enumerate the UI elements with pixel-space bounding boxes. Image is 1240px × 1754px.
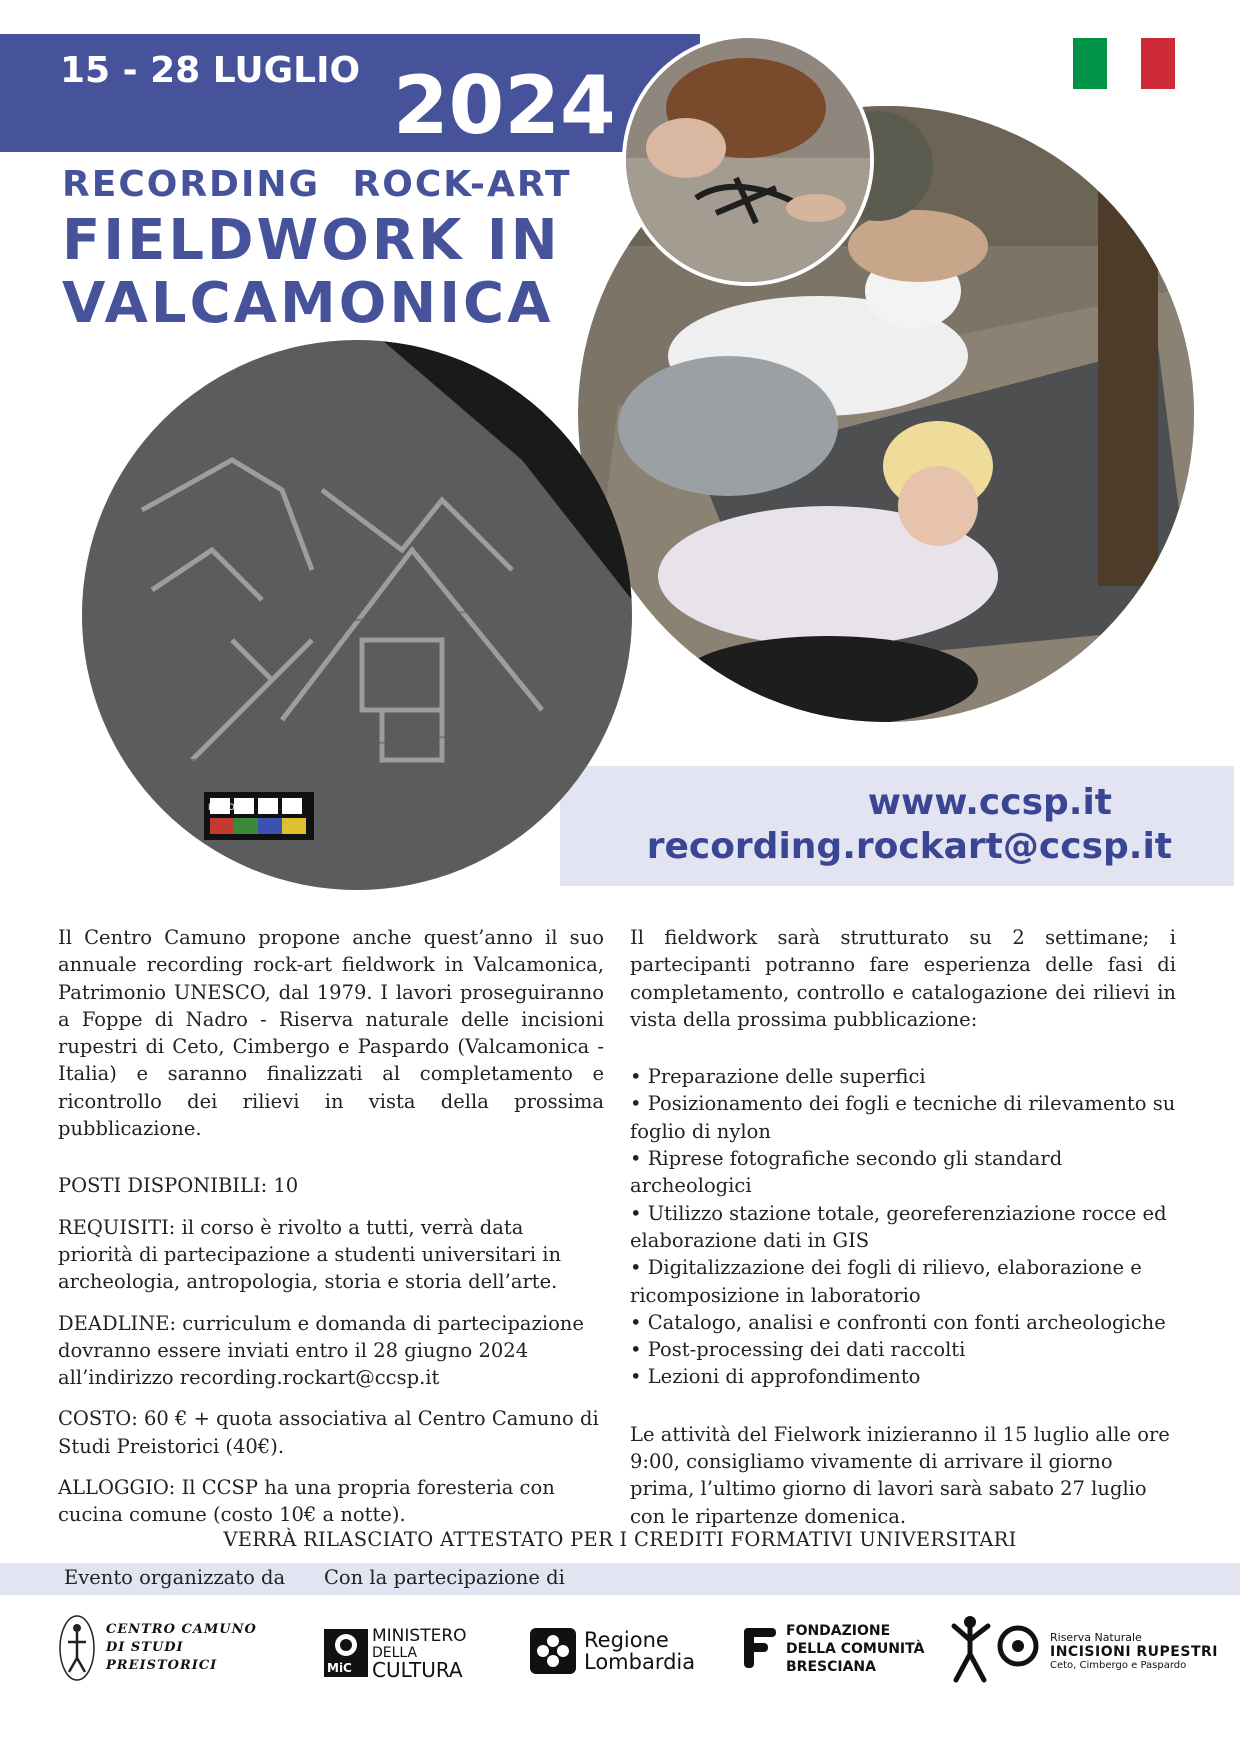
- list-item: • Utilizzo stazione totale, georeferenziazione rocce ed elaborazione dati in GIS: [630, 1200, 1176, 1255]
- regione-lombardia-logo: [530, 1628, 695, 1674]
- mic-badge: MiC: [327, 1661, 352, 1675]
- activity-list: [630, 1063, 1176, 1391]
- lombardia-line2: Lombardia: [584, 1650, 696, 1674]
- schedule-paragraph: Le attività del Fielwork inizieranno il 15 luglio alle ore 9:00, consigliamo vivamente di arrivare il giorno prima, l’ultimo giorno di lavori sarà sabato 27 luglio con le ripartenze domenica.: [630, 1422, 1170, 1528]
- intro-paragraph: Il Centro Camuno propone anche quest’anno il suo annuale recording rock-art fieldwork in Valcamonica, Patrimonio UNESCO, dal 1979. I lavori proseguiranno a Foppe di Nadro - Riserva naturale delle incisioni rupestri di Ceto, Cimbergo e Paspardo (Valcamonica - Italia) e saranno finalizzati al completamento e ricontrollo dei rilievi in vista della prossima pubblicazione.: [58, 926, 604, 1141]
- posti-disponibili: POSTI DISPONIBILI: 10: [58, 1174, 299, 1198]
- fondazione-bresciana-logo: [742, 1622, 924, 1676]
- list-item: • Preparazione delle superfici: [630, 1063, 1176, 1090]
- lombardia-rose-icon: [530, 1628, 576, 1674]
- participation-label: Con la partecipazione di: [324, 1566, 565, 1589]
- mic-emblem-icon: [324, 1629, 368, 1677]
- riserva-incisioni-logo: [948, 1614, 1218, 1688]
- contact-block: [647, 781, 1172, 869]
- scale-bar-label: IFRAO: [208, 803, 235, 813]
- page-title-line2: VALCAMONICA: [62, 271, 554, 336]
- alloggio: ALLOGGIO: Il CCSP ha una propria foresteria con cucina comune (costo 10€ a notte).: [58, 1476, 555, 1527]
- organized-by-label: Evento organizzato da: [64, 1566, 286, 1589]
- ccsp-name-line3: PREISTORICI: [106, 1658, 218, 1673]
- list-item: • Lezioni di approfondimento: [630, 1363, 1176, 1390]
- italian-flag-icon: [1073, 38, 1175, 89]
- costo: COSTO: 60 € + quota associativa al Centro Camuno di Studi Preistorici (40€).: [58, 1407, 599, 1458]
- right-column: [630, 924, 1176, 1530]
- rock-art-figure-icon: [948, 1614, 1042, 1688]
- rock-engraving-photo: [82, 340, 632, 890]
- mic-line1: MINISTERO: [372, 1626, 467, 1646]
- left-column: [58, 924, 604, 1529]
- fondazione-line1: FONDAZIONE: [786, 1623, 891, 1639]
- mic-line3: CULTURA: [372, 1658, 463, 1682]
- event-year: 2024: [393, 59, 616, 152]
- deadline: DEADLINE: curriculum e domanda di partecipazione dovranno essere inviati entro il 28 giugno 2024 all’indirizzo recording.rockart@ccsp.it: [58, 1311, 584, 1390]
- riserva-line2: INCISIONI RUPESTRI: [1050, 1644, 1218, 1660]
- fondazione-line3: BRESCIANA: [786, 1659, 876, 1675]
- certificate-notice: VERRÀ RILASCIATO ATTESTATO PER I CREDITI FORMATIVI UNIVERSITARI: [223, 1528, 1017, 1551]
- email-link[interactable]: recording.rockart@ccsp.it: [646, 826, 1172, 867]
- page-title-line1: FIELDWORK IN: [62, 208, 561, 273]
- fieldwork-intro: Il fieldwork sarà strutturato su 2 settimane; i partecipanti potranno fare esperienza delle fasi di completamento, controllo e catalogazione dei rilievi in vista della prossima pubblicazione:: [630, 926, 1176, 1031]
- website-link[interactable]: www.ccsp.it: [867, 782, 1112, 823]
- list-item: • Digitalizzazione dei fogli di rilievo, elaborazione e ricomposizione in laboratorio: [630, 1254, 1176, 1309]
- ccsp-name-line1: CENTRO CAMUNO: [106, 1622, 257, 1637]
- student-tracing-photo: [622, 34, 874, 286]
- title-block: [62, 164, 572, 335]
- mic-line2: DELLA: [372, 1645, 418, 1661]
- organizer-band: [0, 1563, 1240, 1595]
- list-item: • Post-processing dei dati raccolti: [630, 1336, 1176, 1363]
- list-item: • Posizionamento dei fogli e tecniche di rilevamento su foglio di nylon: [630, 1090, 1176, 1145]
- riserva-line1: Riserva Naturale: [1050, 1631, 1142, 1644]
- event-dates: 15 - 28 LUGLIO: [60, 50, 361, 91]
- fondazione-mark-icon: [742, 1624, 778, 1674]
- page-subtitle: RECORDING ROCK-ART: [62, 164, 572, 205]
- ccsp-emblem-icon: [58, 1614, 96, 1682]
- lombardia-line1: Regione: [584, 1628, 669, 1652]
- list-item: • Riprese fotografiche secondo gli standard archeologici: [630, 1145, 1176, 1200]
- ccsp-logo: [58, 1614, 257, 1682]
- ccsp-name-line2: DI STUDI: [106, 1640, 184, 1655]
- fondazione-line2: DELLA COMUNITÀ: [786, 1641, 925, 1657]
- ministero-cultura-logo: [324, 1626, 467, 1680]
- requisiti: REQUISITI: il corso è rivolto a tutti, verrà data priorità di partecipazione a studenti universitari in archeologia, antropologia, storia e storia dell’arte.: [58, 1215, 562, 1294]
- riserva-line3: Ceto, Cimbergo e Paspardo: [1050, 1660, 1187, 1671]
- list-item: • Catalogo, analisi e confronti con fonti archeologiche: [630, 1309, 1176, 1336]
